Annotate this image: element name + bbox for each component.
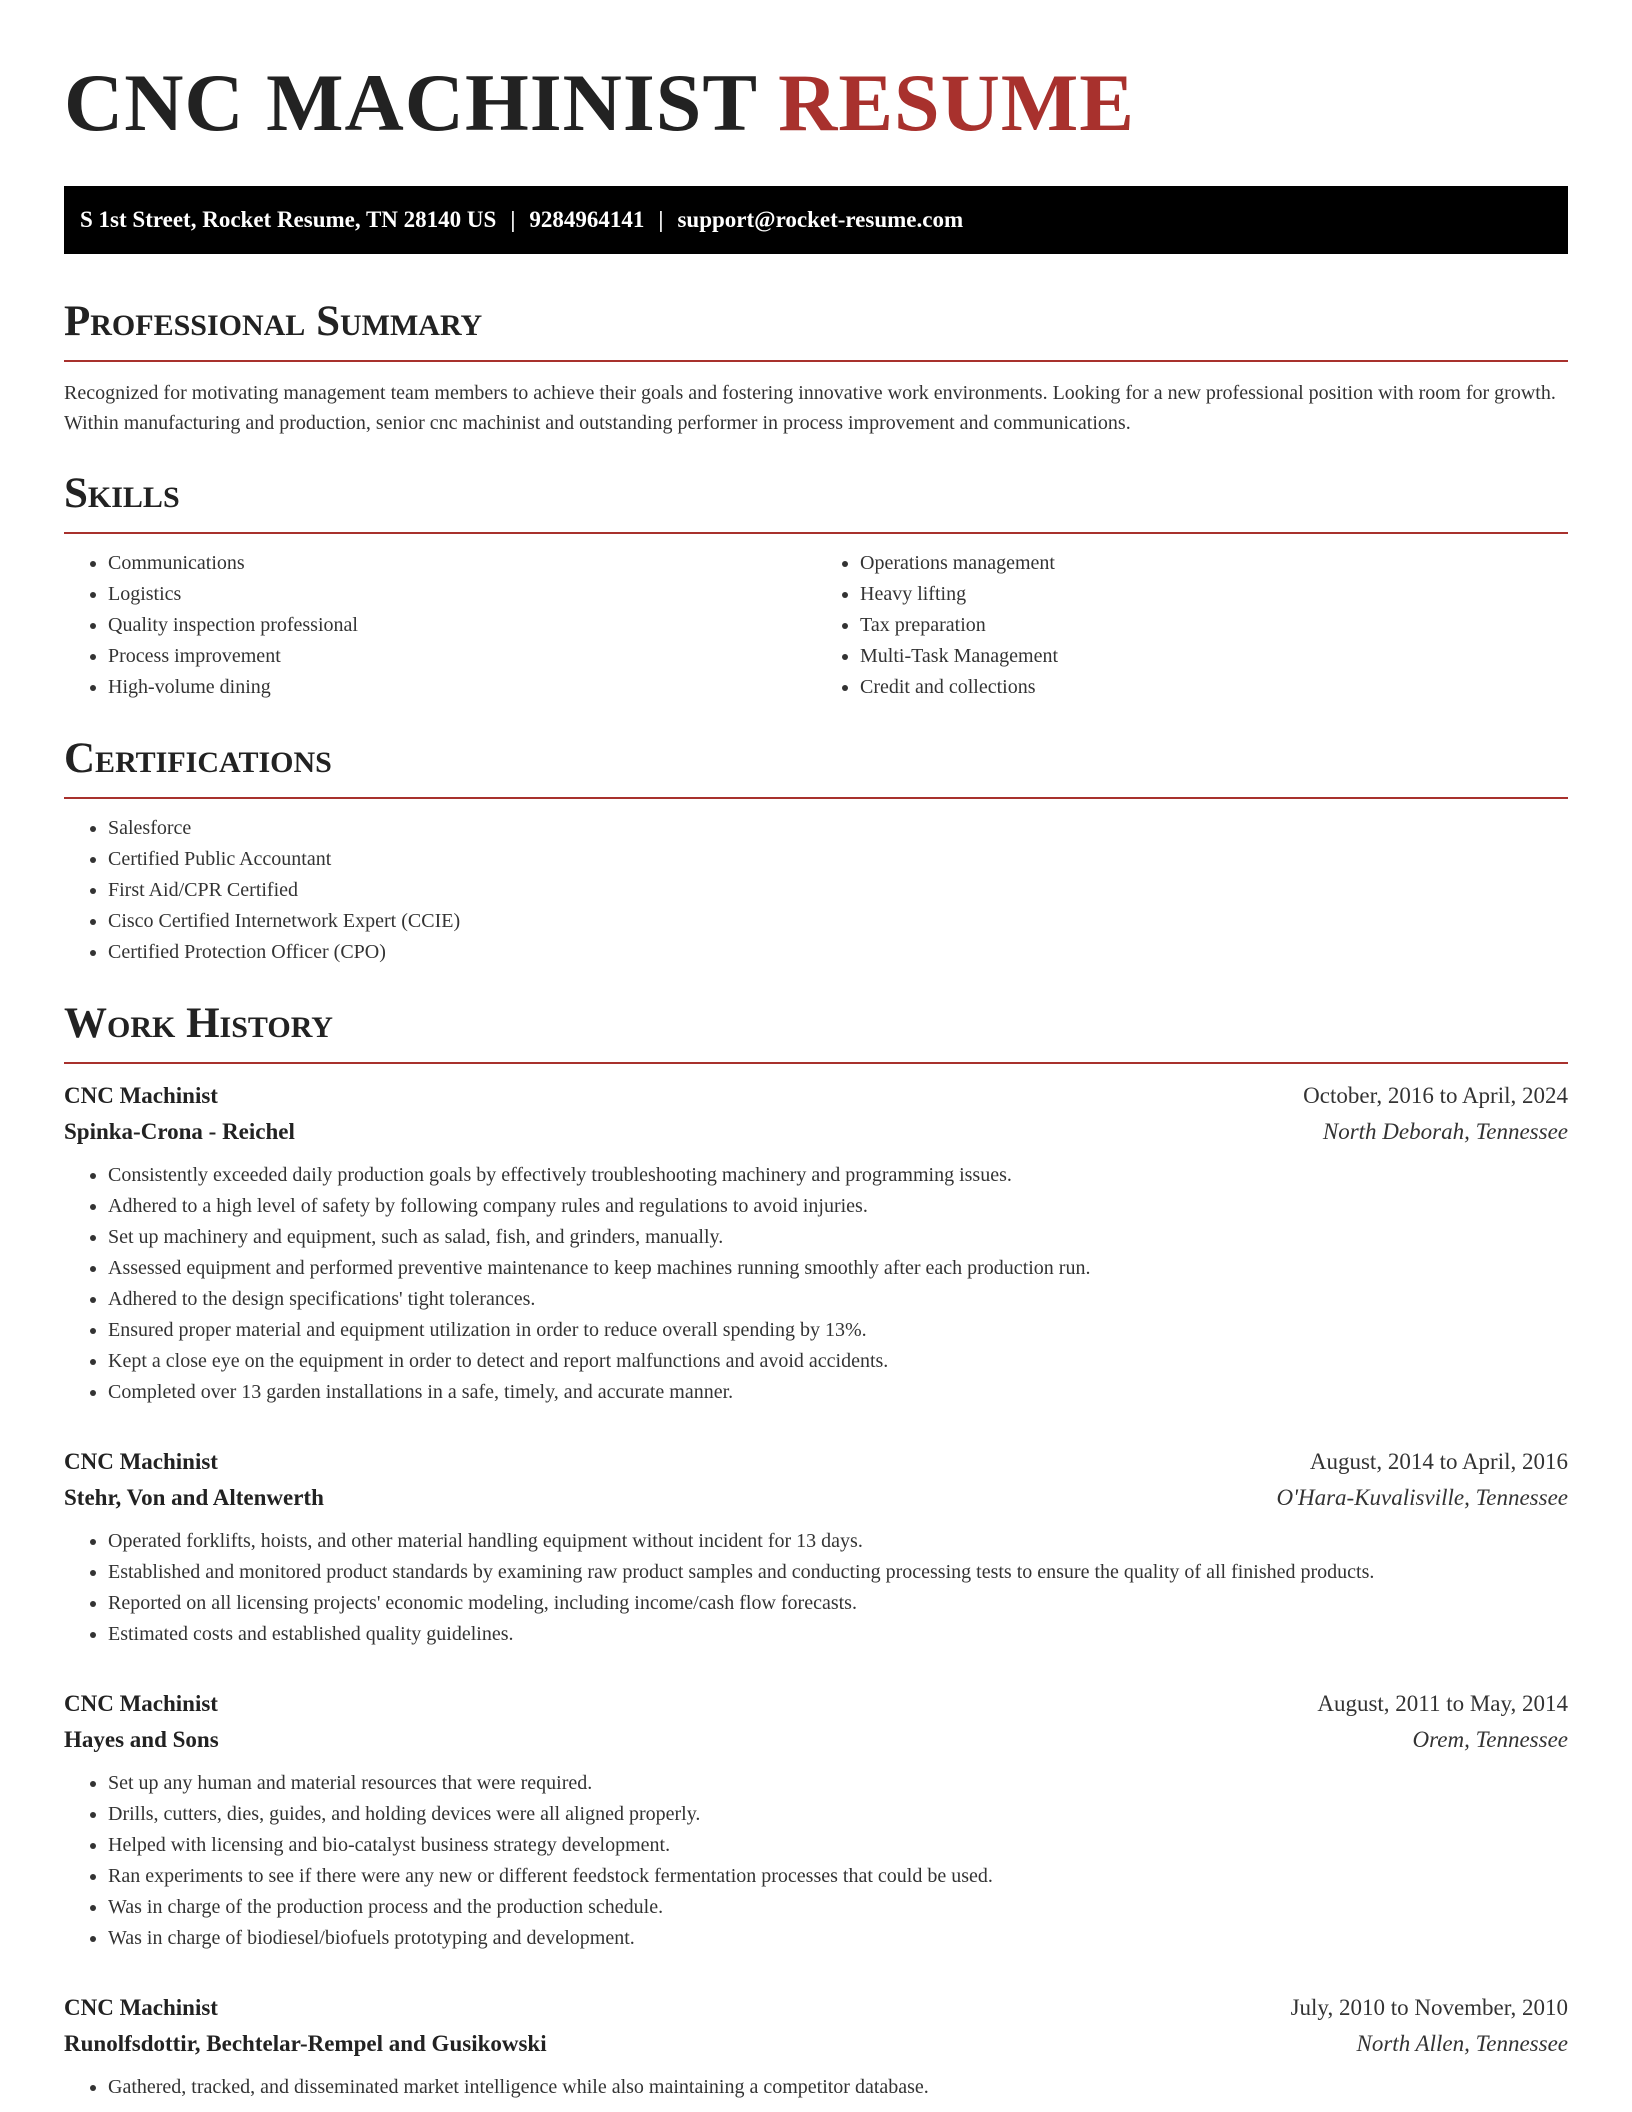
job-duty: • Adhered to a high level of safety by following company rules and regulations to avoid injuries. [108,1191,1568,1222]
job-duty: • Set up any human and material resources that were required. [108,1768,1568,1799]
skill-item: • Credit and collections [860,672,1568,703]
job-dates: August, 2011 to May, 2014 [1317,1691,1568,1716]
job-header-row [64,1686,1568,1722]
job-title: CNC Machinist [64,1995,218,2020]
job-duty: • Assessed equipment and performed preventive maintenance to keep machines running smoothly after each production run. [108,1253,1568,1284]
job-location: Orem, Tennessee [1412,1727,1568,1752]
summary-text: Recognized for motivating management team members to achieve their goals and fostering innovative work environments. Looking for a new professional position with room for growth. Within manufacturing and production, senior cnc machinist and outstanding performer in process improvement and communications. [64,382,1556,434]
skills-grid [64,534,1568,703]
title-main: CNC MACHINIST [64,57,757,148]
job-duty: • Operated forklifts, hoists, and other material handling equipment without incident for 13 days. [108,1526,1568,1557]
skill-item: • Heavy lifting [860,579,1568,610]
job-duty: • Set up machinery and equipment, such as salad, fish, and grinders, manually. [108,1222,1568,1253]
resume-title [64,0,1568,148]
skill-item: • Quality inspection professional [108,610,816,641]
job-entry [64,1078,1568,1408]
job-duties-list [64,1160,1568,1408]
job-company-row [64,1722,1568,1758]
job-entry [64,1990,1568,2103]
job-duty: • Helped with licensing and bio-catalyst business strategy development. [108,1830,1568,1861]
job-company: Spinka-Crona - Reichel [64,1119,295,1144]
job-company: Stehr, Von and Altenwerth [64,1485,324,1510]
certification-item: • Cisco Certified Internetwork Expert (CCIE) [108,906,1568,937]
job-title: CNC Machinist [64,1449,218,1474]
job-header-row [64,1990,1568,2026]
job-duties-list [64,2072,1568,2103]
contact-address: S 1st Street, Rocket Resume, TN 28140 US [80,207,497,232]
job-duties-list [64,1526,1568,1650]
job-dates: October, 2016 to April, 2024 [1303,1083,1568,1108]
skill-item: • Operations management [860,548,1568,579]
summary-heading: Professional Summary [64,294,1568,362]
job-company-row [64,1114,1568,1150]
job-duty: • Completed over 13 garden installations in a safe, timely, and accurate manner. [108,1377,1568,1408]
skill-item: • Communications [108,548,816,579]
title-accent: RESUME [778,57,1135,148]
job-duty: • Gathered, tracked, and disseminated market intelligence while also maintaining a competitor database. [108,2072,1568,2103]
job-company-row [64,1480,1568,1516]
contact-bar [64,186,1568,254]
skill-item: • Logistics [108,579,816,610]
skills-heading: Skills [64,466,1568,534]
job-duty: • Was in charge of biodiesel/biofuels prototyping and development. [108,1923,1568,1954]
job-company: Runolfsdottir, Bechtelar-Rempel and Gusikowski [64,2031,547,2056]
certifications-heading: Certifications [64,731,1568,799]
skills-list-left [64,548,816,703]
job-entry [64,1686,1568,1954]
work-history-heading: Work History [64,996,1568,1064]
skill-item: • Process improvement [108,641,816,672]
job-location: O'Hara-Kuvalisville, Tennessee [1276,1485,1568,1510]
job-location: North Allen, Tennessee [1356,2031,1568,2056]
skill-item: • Tax preparation [860,610,1568,641]
job-duty: • Ran experiments to see if there were any new or different feedstock fermentation processes that could be used. [108,1861,1568,1892]
skills-list-right [816,548,1568,703]
job-title: CNC Machinist [64,1083,218,1108]
certifications-list [64,813,1568,968]
job-title: CNC Machinist [64,1691,218,1716]
job-duty: • Estimated costs and established quality guidelines. [108,1619,1568,1650]
job-duty: • Kept a close eye on the equipment in order to detect and report malfunctions and avoid accidents. [108,1346,1568,1377]
job-header-row [64,1444,1568,1480]
job-duty: • Reported on all licensing projects' economic modeling, including income/cash flow forecasts. [108,1588,1568,1619]
job-duty: • Consistently exceeded daily production goals by effectively troubleshooting machinery and programming issues. [108,1160,1568,1191]
contact-phone[interactable]: 9284964141 [529,207,645,232]
contact-separator: | [510,207,516,232]
contact-separator: | [658,207,664,232]
job-dates: July, 2010 to November, 2010 [1290,1995,1568,2020]
job-duties-list [64,1768,1568,1954]
job-company-row [64,2026,1568,2062]
job-header-row [64,1078,1568,1114]
job-company: Hayes and Sons [64,1727,219,1752]
job-entry [64,1444,1568,1650]
job-duty: • Drills, cutters, dies, guides, and holding devices were all aligned properly. [108,1799,1568,1830]
job-dates: August, 2014 to April, 2016 [1309,1449,1568,1474]
certification-item: • First Aid/CPR Certified [108,875,1568,906]
job-duty: • Established and monitored product standards by examining raw product samples and conducting processing tests to ensure the quality of all finished products. [108,1557,1568,1588]
skill-item: • Multi-Task Management [860,641,1568,672]
job-duty: • Ensured proper material and equipment utilization in order to reduce overall spending by 13%. [108,1315,1568,1346]
certification-item: • Certified Public Accountant [108,844,1568,875]
certification-item: • Certified Protection Officer (CPO) [108,937,1568,968]
job-location: North Deborah, Tennessee [1322,1119,1568,1144]
job-duty: • Was in charge of the production process and the production schedule. [108,1892,1568,1923]
skill-item: • High-volume dining [108,672,816,703]
contact-email[interactable]: support@rocket-resume.com [677,207,964,232]
certification-item: • Salesforce [108,813,1568,844]
job-duty: • Adhered to the design specifications' tight tolerances. [108,1284,1568,1315]
